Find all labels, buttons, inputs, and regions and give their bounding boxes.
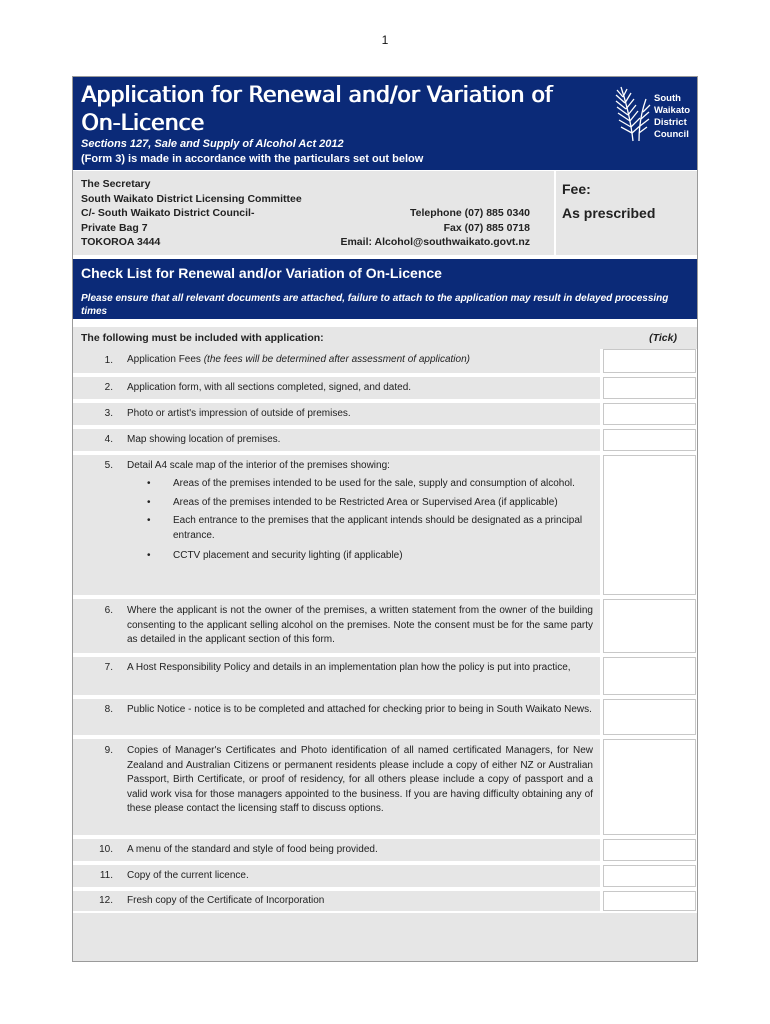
checklist-item-6: 6. Where the applicant is not the owner of the premises, a written statement from the owner of the building consenting to the applicant selling alcohol on the premises. Note the consent must be for the same party as detailed in the applicant section of this form.	[73, 599, 600, 653]
checklist-title: Check List for Renewal and/or Variation of On-Licence	[81, 265, 442, 281]
checklist-note: Please ensure that all relevant documents are attached, failure to attach to the application may result in delayed processing times	[81, 293, 669, 317]
title-line-2: On-Licence	[81, 111, 204, 136]
bullet-item: • Areas of the premises intended to be Restricted Area or Supervised Area (if applicable)	[143, 496, 593, 511]
council-logo-text: South Waikato District Council	[654, 93, 691, 140]
telephone: Telephone (07) 885 0340	[409, 207, 530, 219]
bottom-blank-area	[73, 913, 697, 961]
address-lines: The Secretary South Waikato District Licensing Committee C/- South Waikato District Council- Private Bag 7 TOKOROA 3444	[81, 178, 302, 248]
fee-box	[556, 171, 697, 255]
checklist-item-12: 12. Fresh copy of the Certificate of Incorporation	[73, 891, 600, 911]
subtitle-sections: Sections 127, Sale and Supply of Alcohol Act 2012	[81, 138, 344, 150]
premises-bullets	[143, 477, 593, 568]
checklist-item-7: 7. A Host Responsibility Policy and details in an implementation plan how the policy is put into practice,	[73, 657, 600, 695]
title-line-1: Application for Renewal and/or Variation of	[81, 83, 553, 108]
checklist-item-2: 2. Application form, with all sections completed, signed, and dated.	[73, 377, 600, 399]
checklist-item-3: 3. Photo or artist's impression of outside of premises.	[73, 403, 600, 425]
checklist-item-1: 1. Application Fees (the fees will be determined after assessment of application)	[73, 349, 600, 373]
tick-box-10[interactable]	[603, 839, 696, 861]
tick-box-8[interactable]	[603, 699, 696, 735]
fee-label: Fee:	[562, 181, 591, 197]
checklist-band	[73, 259, 697, 319]
form-title	[81, 82, 601, 138]
fee-value: As prescribed	[562, 205, 656, 221]
subtitle-form: (Form 3) is made in accordance with the particulars set out below	[81, 153, 424, 165]
tick-box-3[interactable]	[603, 403, 696, 425]
checklist-item-9: 9. Copies of Manager's Certificates and Photo identification of all named certificated Managers, for New Zealand and Australian Citizens or permanent residents please include a copy of either NZ or Australian Passport, Birth Certificate, or proof of residency, for all others please include a copy of passport and a valid work visa for those managers appointed to the business. If you are having difficulty obtaining any of these please contact the licensing staff to discuss options.	[73, 739, 600, 835]
tick-box-2[interactable]	[603, 377, 696, 399]
tick-box-5[interactable]	[603, 455, 696, 595]
following-label: The following must be included with application:	[81, 332, 324, 344]
tick-box-6[interactable]	[603, 599, 696, 653]
address-box	[73, 171, 555, 255]
bullet-item: • Each entrance to the premises that the applicant intends should be designated as a principal entrance.	[143, 514, 593, 543]
tick-label: (Tick)	[649, 332, 677, 344]
bullet-item: • Areas of the premises intended to be used for the sale, supply and consumption of alcohol.	[143, 477, 593, 492]
tick-box-4[interactable]	[603, 429, 696, 451]
title-band	[73, 77, 697, 170]
tick-box-11[interactable]	[603, 865, 696, 887]
contact-lines	[340, 206, 530, 250]
checklist-item-11: 11. Copy of the current licence.	[73, 865, 600, 887]
page-number: 1	[381, 33, 389, 47]
email: Email: Alcohol@southwaikato.govt.nz	[340, 236, 530, 248]
tick-box-12[interactable]	[603, 891, 696, 911]
bullet-item: • CCTV placement and security lighting (if applicable)	[143, 549, 593, 564]
tick-box-7[interactable]	[603, 657, 696, 695]
checklist-item-4: 4. Map showing location of premises.	[73, 429, 600, 451]
checklist-item-10: 10. A menu of the standard and style of food being provided.	[73, 839, 600, 861]
application-form	[72, 76, 698, 962]
checklist-item-5: 5. Detail A4 scale map of the interior of the premises showing: • Areas of the premises intended to be used for the sale, supply and consumption of alcohol. • Areas of the premises intended to be Restricted Area or Supervised Area (if applicable) • Each entrance to the premises that the applicant intends should be designated as a principal entrance. • CCTV placement and security lighting (if applicable)	[73, 455, 600, 595]
fax: Fax (07) 885 0718	[443, 221, 530, 234]
tick-box-1[interactable]	[603, 349, 696, 373]
following-row	[73, 327, 697, 349]
checklist-item-8: 8. Public Notice - notice is to be completed and attached for checking prior to being in South Waikato News.	[73, 699, 600, 735]
tick-box-9[interactable]	[603, 739, 696, 835]
